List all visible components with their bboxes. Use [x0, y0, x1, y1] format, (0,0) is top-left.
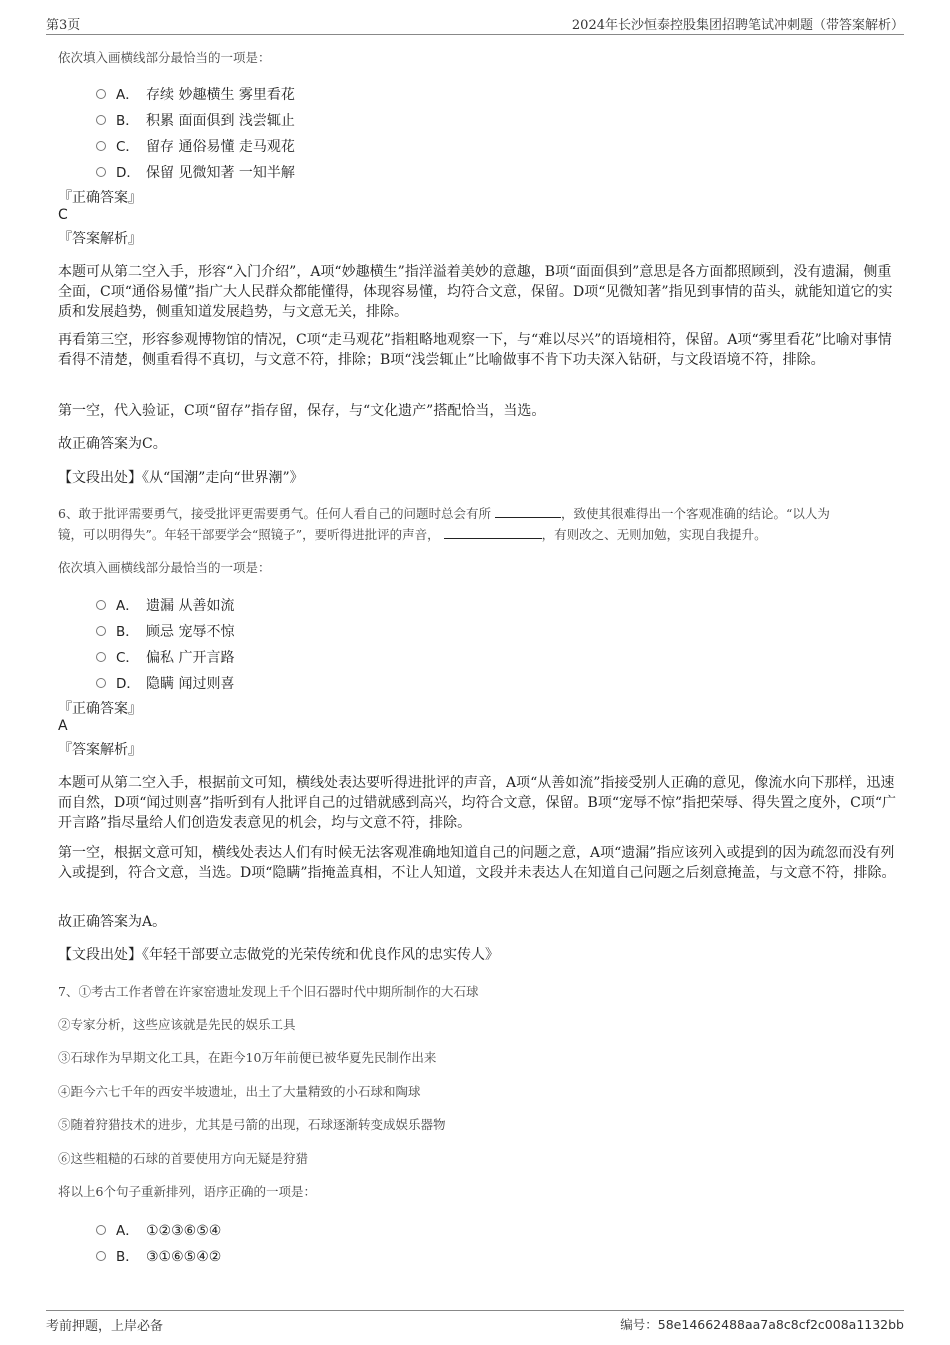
q6-option-a[interactable]: A． 遗漏 从善如流	[96, 594, 234, 614]
page-header	[46, 14, 904, 35]
q5-source: 【文段出处】《从“国潮”走向“世界潮”》	[58, 470, 304, 486]
q5-analysis-p3: 第一空，代入验证，C项“留存”指存留，保存，与“文化遗产”搭配恰当，当选。	[58, 403, 546, 419]
q6-source: 【文段出处】《年轻干部要立志做党的光荣传统和优良作风的忠实传人》	[58, 947, 499, 963]
q6-analysis-label: 『答案解析』	[58, 742, 142, 758]
radio-icon[interactable]	[96, 89, 106, 99]
fill-blank-2[interactable]	[444, 526, 542, 539]
q7-prompt: 将以上6个句子重新排列，语序正确的一项是：	[58, 1184, 316, 1199]
q6-option-b[interactable]: B． 顾忌 宠辱不惊	[96, 620, 234, 640]
q5-analysis-p2: 再看第三空，形容参观博物馆的情况，C项“走马观花”指粗略地观察一下，与“难以尽兴”的语境相符，保留。A项“雾里看花”比喻对事情看得不清楚，侧重看得不真切，与文意不符，排除；B项“浅尝辄止”比喻做事不肯下功夫深入钻研，与文段语境不符，排除。	[58, 332, 892, 368]
radio-icon[interactable]	[96, 678, 106, 688]
radio-icon[interactable]	[96, 626, 106, 636]
q7-sentence-1: 7、①考古工作者曾在许家窑遗址发现上千个旧石器时代中期所制作的大石球	[58, 984, 479, 999]
page-number: 第3页	[46, 18, 81, 33]
q5-option-b[interactable]: B． 积累 面面俱到 浅尝辄止	[96, 109, 295, 129]
q6-stem: 6、敢于批评需要勇气，接受批评更需要勇气。任何人看自己的问题时总会有所 ，致使其很难得出一个客观准确的结论。“以人为 镜，可以明得失”。年轻干部要学会“照镜子”，要听得进批评的声音， ，有则改之、无则加勉，实现自我提升。	[58, 506, 830, 542]
q7-sentence-5: ⑤随着狩猎技术的进步，尤其是弓箭的出现，石球逐渐转变成娱乐器物	[58, 1117, 446, 1132]
q7-option-b[interactable]: B． ③①⑥⑤④②	[96, 1245, 221, 1265]
q5-prompt: 依次填入画横线部分最恰当的一项是：	[58, 50, 271, 65]
document-id: 编号：58e14662488aa7a8c8cf2c008a1132bb	[620, 1317, 904, 1332]
footer-slogan: 考前押题，上岸必备	[46, 1319, 164, 1334]
radio-icon[interactable]	[96, 1251, 106, 1261]
radio-icon[interactable]	[96, 141, 106, 151]
page-footer	[46, 1310, 904, 1339]
q5-analysis-label: 『答案解析』	[58, 231, 142, 247]
q6-answer-label: 『正确答案』	[58, 701, 142, 717]
q5-answer: C	[58, 207, 68, 223]
q5-analysis-p4: 故正确答案为C。	[58, 436, 167, 452]
radio-icon[interactable]	[96, 115, 106, 125]
q6-prompt: 依次填入画横线部分最恰当的一项是：	[58, 560, 271, 575]
radio-icon[interactable]	[96, 1225, 106, 1235]
q6-option-c[interactable]: C． 偏私 广开言路	[96, 646, 234, 666]
q5-option-d[interactable]: D． 保留 见微知著 一知半解	[96, 161, 295, 181]
q5-option-c[interactable]: C． 留存 通俗易懂 走马观花	[96, 135, 295, 155]
q6-analysis-p1: 本题可从第二空入手，根据前文可知，横线处表达要听得进批评的声音，A项“从善如流”指接受别人正确的意见，像流水向下那样，迅速而自然，D项“闻过则喜”指听到有人批评自己的过错就感到高兴，均符合文意，保留。B项“宠辱不惊”指把荣辱、得失置之度外，C项“广开言路”指尽量给人们创造发表意见的机会，均与文意不符，排除。	[58, 775, 897, 831]
q5-analysis-p1: 本题可从第二空入手，形容“入门介绍”，A项“妙趣横生”指洋溢着美妙的意趣，B项“面面俱到”意思是各方面都照顾到，没有遗漏，侧重全面，C项“通俗易懂”指广大人民群众都能懂得，体现容易懂，均符合文意，保留。D项“见微知著”指见到事情的苗头，就能知道它的实质和发展趋势，侧重知道发展趋势，与文意无关，排除。	[58, 264, 893, 320]
q6-analysis-p3: 故正确答案为A。	[58, 914, 167, 930]
q7-option-a[interactable]: A． ①②③⑥⑤④	[96, 1219, 221, 1239]
q5-answer-label: 『正确答案』	[58, 190, 142, 206]
q6-answer: A	[58, 718, 68, 734]
q7-sentence-2: ②专家分析，这些应该就是先民的娱乐工具	[58, 1017, 296, 1032]
q7-sentence-6: ⑥这些粗糙的石球的首要使用方向无疑是狩猎	[58, 1151, 309, 1166]
radio-icon[interactable]	[96, 652, 106, 662]
q6-analysis-p2: 第一空，根据文意可知，横线处表达人们有时候无法客观准确地知道自己的问题之意，A项“遗漏”指应该列入或提到的因为疏忽而没有列入或提到，符合文意，当选。D项“隐瞒”指掩盖真相，不让人知道，文段并未表达人在知道自己问题之后刻意掩盖，与文意不符，排除。	[58, 845, 896, 881]
radio-icon[interactable]	[96, 167, 106, 177]
fill-blank-1[interactable]	[495, 505, 561, 518]
q6-option-d[interactable]: D． 隐瞒 闻过则喜	[96, 672, 234, 692]
q7-sentence-4: ④距今六七千年的西安半坡遗址，出土了大量精致的小石球和陶球	[58, 1084, 421, 1099]
document-title: 2024年长沙恒泰控股集团招聘笔试冲刺题（带答案解析）	[571, 18, 904, 33]
q7-sentence-3: ③石球作为早期文化工具，在距今10万年前便已被华夏先民制作出来	[58, 1050, 437, 1065]
q5-option-a[interactable]: A． 存续 妙趣横生 雾里看花	[96, 83, 295, 103]
radio-icon[interactable]	[96, 600, 106, 610]
